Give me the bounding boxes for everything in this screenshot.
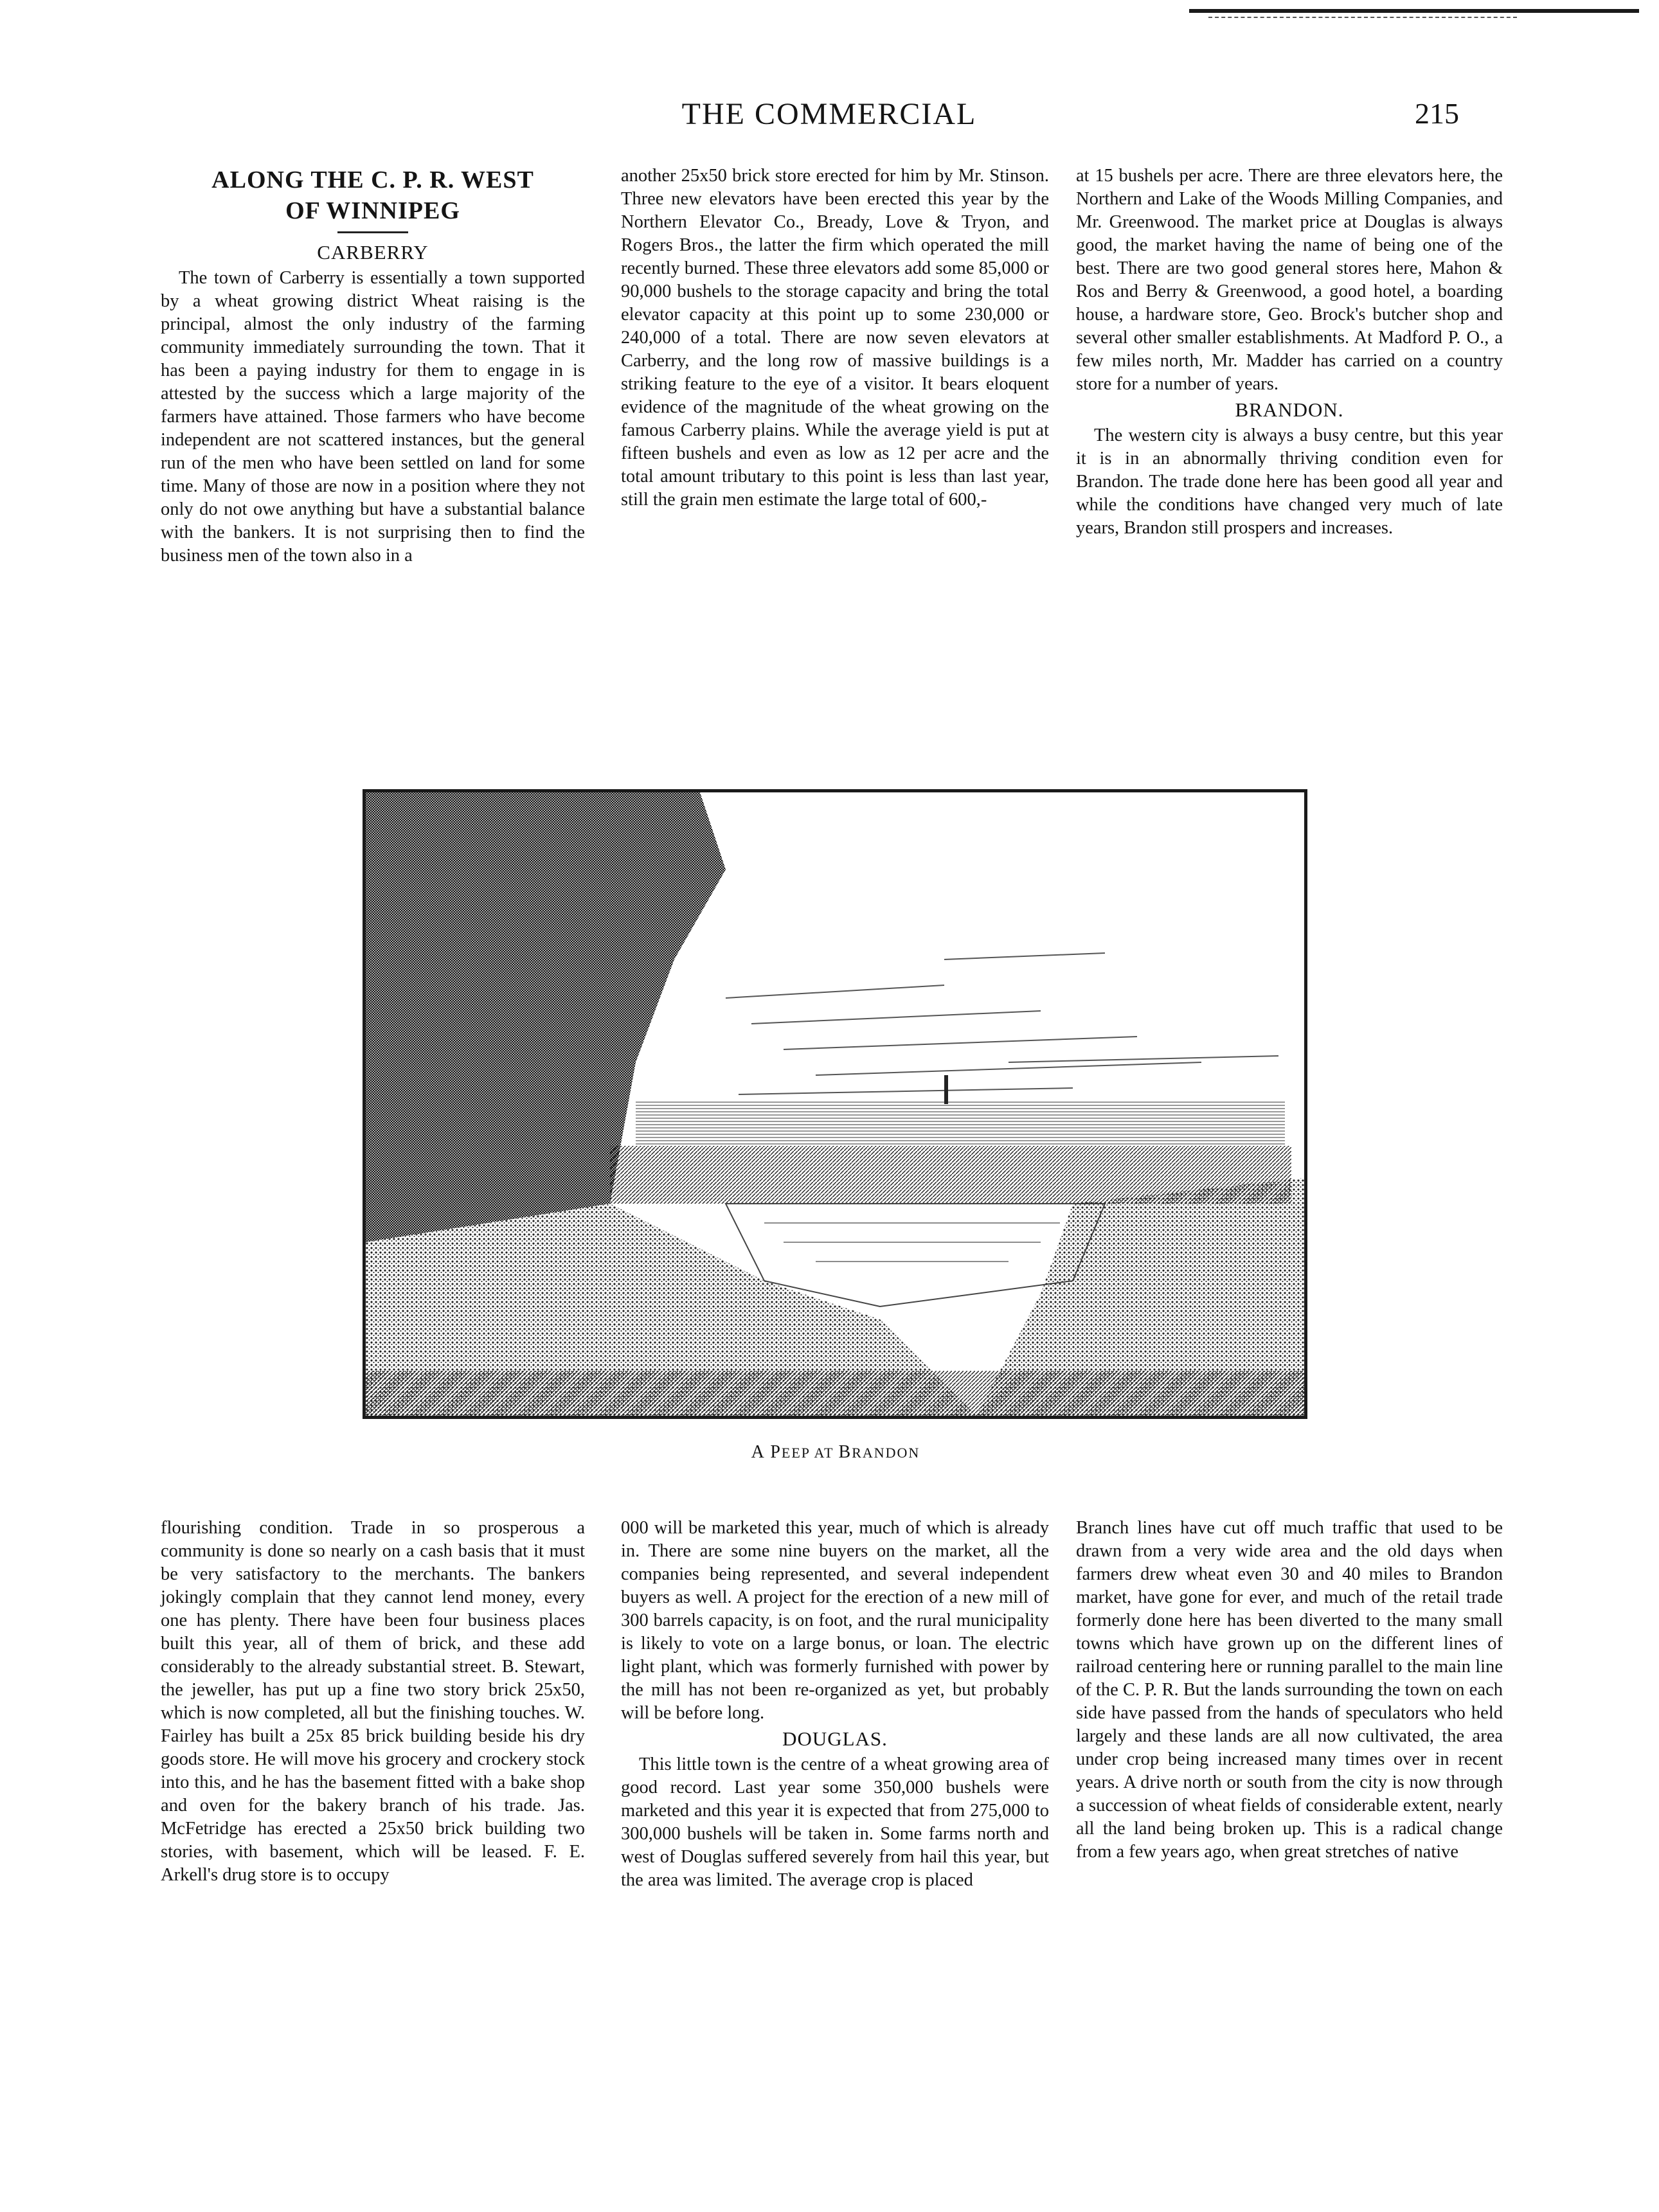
- foreground-weeds: [366, 1371, 1304, 1416]
- column-3-bottom: [1076, 1517, 1503, 1864]
- top-edge-rule: [1189, 9, 1639, 13]
- column-1-bottom: [161, 1517, 585, 1887]
- column-1-top: [161, 165, 585, 567]
- paragraph-douglas-cont: at 15 bushels per acre. There are three elevators here, the Northern and Lake of the Woods Milling Companies, and Mr. Greenwood. The market price at Douglas is always good, the market having the name of being one of the best. There are two good general stores here, Mahon & Ros and Berry & Greenwood, a good hotel, a boarding house, a hardware store, Geo. Brock's butcher shop and several other smaller establishments. At Madford P. O., a few miles north, Mr. Madder has carried on a country store for a number of years.: [1076, 166, 1503, 394]
- section-heading-douglas: DOUGLAS.: [782, 1727, 888, 1750]
- church-spire: [944, 1075, 948, 1104]
- section-heading-carberry: CARBERRY: [317, 241, 429, 263]
- paragraph-carberry-trade: flourishing condition. Trade in so prosperous a community is done so nearly on a cash basis that it must be very satisfactory to the merchants. The bankers jokingly complain that they cannot lend money, every one has plenty. There have been four business places built this year, all of them of brick, and these add considerably to the already substantial street. B. Stewart, the jeweller, has put up a fine two story brick 25x50, which is now completed, all but the finishing touches. W. Fairley has built a 25x 85 brick building beside his dry goods store. He will move his grocery and crockery stock into this, and he has the basement fitted with a bake shop and oven for the bakery branch of his trade. Jas. McFetridge has erected a 25x50 brick building two stories, with basement, which will be leased. F. E. Arkell's drug store is to occupy: [161, 1518, 585, 1885]
- page-number: 215: [1415, 97, 1459, 130]
- section-heading-brandon: BRANDON.: [1235, 398, 1344, 421]
- publication-title: THE COMMERCIAL: [681, 97, 977, 131]
- column-2-top: [621, 165, 1049, 512]
- headline-line-1: ALONG THE C. P. R. WEST: [211, 166, 534, 193]
- column-3-top: [1076, 165, 1503, 540]
- distant-town: [636, 1101, 1285, 1146]
- paragraph-carberry-cont: another 25x50 brick store erected for him by Mr. Stinson. Three new elevators have been erected this year by the Northern Elevator Co., Bready, Love & Tryon, and Rogers Bros., the latter the firm which operated the mill recently burned. These three elevators add some 85,000 or 90,000 bushels to the storage capacity and bring the total elevator capacity at this point up to some 230,000 or 240,000 of a total. There are now seven elevators at Carberry, and the long row of massive buildings is a striking feature to the eye of a visitor. It bears eloquent evidence of the magnitude of the wheat growing on the famous Carberry plains. While the average yield is put at fifteen bushels and even as low as 12 per acre and the total amount tributary to this point is less than last year, still the grain men estimate the large total of 600,-: [621, 166, 1049, 510]
- top-edge-dashes: [1208, 17, 1517, 18]
- illustration-caption: A PEEP AT BRANDON: [751, 1442, 920, 1462]
- brandon-engraving: [363, 789, 1307, 1419]
- paragraph-douglas: This little town is the centre of a wheat growing area of good record. Last year some 350,000 bushels were marketed and this year it is expected that from 275,000 to 300,000 bushels will be taken in. Some farms north and west of Douglas suffered severely from hail this year, but the area was limited. The average crop is placed: [621, 1754, 1049, 1890]
- headline-line-2: OF WINNIPEG: [285, 197, 460, 224]
- page-header: [0, 96, 1659, 141]
- paragraph-carberry-market: 000 will be marketed this year, much of which is already in. There are some nine buyers on the market, all the companies being represented, and several independent buyers as well. A project for the erection of a new mill of 300 barrels capacity, is on foot, and the rural municipality is likely to vote on a large bonus, or loan. The electric light plant, which was formerly furnished with power by the mill has not been re-organized as yet, but probably will be before long.: [621, 1518, 1049, 1723]
- paragraph-carberry: The town of Carberry is essentially a town supported by a wheat growing district Wheat raising is the principal, almost the only industry of the farming community immediately surrounding the town. That it has been a paying industry for them to engage in is attested by the success which a large majority of the farmers have attained. Those farmers who have become independent are not scattered instances, but the general run of the men who have been settled on land for some time. Many of those are now in a position where they not only do not owe anything but have a substantial balance with the bankers. It is not surprising then to find the business men of the town also in a: [161, 268, 585, 566]
- landscape-illustration: [366, 792, 1304, 1416]
- headline-rule: [337, 231, 408, 233]
- column-2-bottom: [621, 1517, 1049, 1892]
- paragraph-brandon: The western city is always a busy centre, but this year it is in an abnormally thriving condition even for Brandon. The trade done here has been good all year and while the conditions have changed very much of late years, Brandon still prospers and increases.: [1076, 425, 1503, 538]
- paragraph-brandon-cont: Branch lines have cut off much traffic that used to be drawn from a very wide area and the old days when farmers drew wheat even 30 and 40 miles to Brandon market, have gone for ever, and much of the retail trade formerly done here has been diverted to the many small towns which have grown up on the different lines of railroad centering here or running parallel to the main line of the C. P. R. But the lands surrounding the town on each side have passed from the hands of speculators who held largely and these lands are all now cultivated, the area under crop being increased many times over in recent years. A drive north or south from the city is now through a succession of wheat fields of considerable extent, nearly all the land being broken up. This is a radical change from a few years ago, when great stretches of native: [1076, 1518, 1503, 1862]
